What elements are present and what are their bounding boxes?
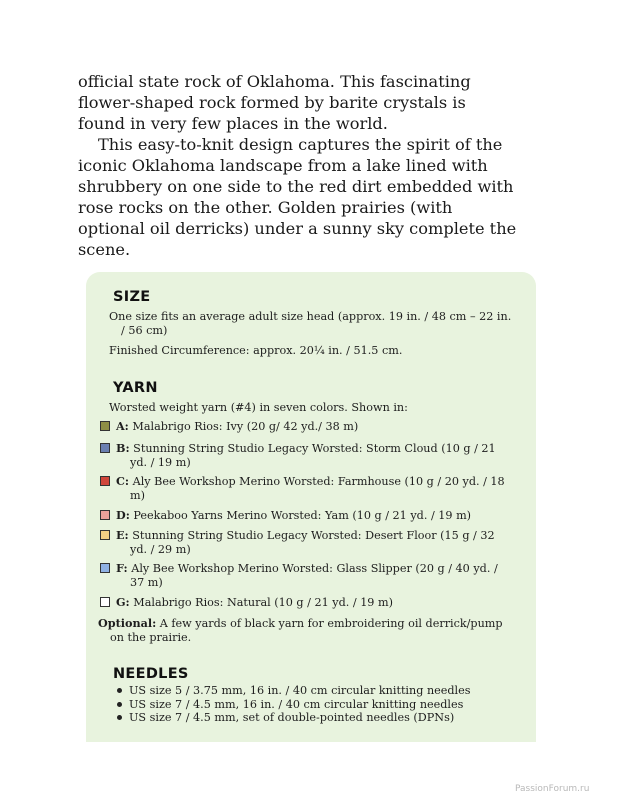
yarn-item-a (116, 419, 521, 434)
list-item: US size 5 / 3.75 mm, 16 in. / 40 cm circular knitting needles (115, 684, 471, 698)
yarn-desc: Stunning String Studio Legacy Worsted: Desert Floor (15 g / 32 (132, 529, 495, 542)
yarn-swatch-d (100, 510, 110, 520)
size-circumference: Finished Circumference: approx. 20¼ in. / 51.5 cm. (109, 344, 403, 357)
size-fit-line-1: One size fits an average adult size head (approx. 19 in. / 48 cm – 22 in. (109, 310, 512, 323)
yarn-item-d (116, 508, 521, 523)
yarn-key: G: (116, 595, 130, 609)
yarn-key: D: (116, 508, 130, 522)
yarn-desc-cont: yd. / 19 m) (130, 456, 191, 469)
intro-line: shrubbery on one side to the red dirt embedded with (78, 177, 514, 196)
yarn-item-b (116, 441, 521, 470)
yarn-item-c (116, 474, 521, 503)
yarn-desc-cont: 37 m) (130, 576, 163, 589)
yarn-key: E: (116, 528, 129, 542)
yarn-key: A: (116, 419, 129, 433)
list-item: US size 7 / 4.5 mm, 16 in. / 40 cm circular knitting needles (115, 698, 471, 712)
yarn-intro: Worsted weight yarn (#4) in seven colors. Shown in: (109, 401, 408, 414)
yarn-optional (98, 616, 528, 645)
yarn-desc: Peekaboo Yarns Merino Worsted: Yam (10 g / 21 yd. / 19 m) (133, 509, 472, 522)
yarn-swatch-a (100, 421, 110, 431)
intro-paragraph-2 (78, 134, 548, 260)
yarn-swatch-b (100, 443, 110, 453)
needles-heading: NEEDLES (113, 666, 189, 682)
yarn-key: B: (116, 441, 130, 455)
intro-paragraph-1 (78, 71, 548, 134)
intro-line: found in very few places in the world. (78, 114, 388, 133)
yarn-item-e (116, 528, 521, 557)
watermark: PassionForum.ru (515, 784, 590, 794)
needles-list (115, 684, 471, 725)
intro-line: optional oil derricks) under a sunny sky complete the (78, 219, 517, 238)
yarn-desc-cont: m) (130, 489, 145, 502)
yarn-desc: Malabrigo Rios: Ivy (20 g/ 42 yd./ 38 m) (132, 420, 359, 433)
yarn-swatch-g (100, 597, 110, 607)
intro-line: scene. (78, 240, 131, 259)
yarn-swatch-c (100, 476, 110, 486)
yarn-desc: Aly Bee Workshop Merino Worsted: Farmhouse (10 g / 20 yd. / 18 (132, 475, 505, 488)
optional-label: Optional: (98, 616, 157, 630)
yarn-desc-cont: yd. / 29 m) (130, 543, 191, 556)
yarn-swatch-f (100, 563, 110, 573)
intro-line: flower-shaped rock formed by barite crystals is (78, 93, 466, 112)
optional-desc: A few yards of black yarn for embroidering oil derrick/pump (159, 617, 503, 630)
intro-text (78, 71, 548, 260)
yarn-swatch-e (100, 530, 110, 540)
intro-line: rose rocks on the other. Golden prairies (with (78, 198, 453, 217)
yarn-item-g (116, 595, 521, 610)
yarn-heading: YARN (113, 380, 158, 396)
optional-desc-cont: on the prairie. (110, 631, 192, 644)
yarn-key: C: (116, 474, 130, 488)
size-fit-line-2: / 56 cm) (121, 324, 168, 337)
intro-line: iconic Oklahoma landscape from a lake lined with (78, 156, 488, 175)
yarn-desc: Aly Bee Workshop Merino Worsted: Glass Slipper (20 g / 40 yd. / (131, 562, 498, 575)
size-heading: SIZE (113, 289, 151, 305)
list-item: US size 7 / 4.5 mm, set of double-pointed needles (DPNs) (115, 711, 471, 725)
intro-line: This easy-to-knit design captures the spirit of the (98, 135, 503, 154)
yarn-item-f (116, 561, 521, 590)
intro-line: official state rock of Oklahoma. This fascinating (78, 72, 471, 91)
yarn-desc: Stunning String Studio Legacy Worsted: Storm Cloud (10 g / 21 (133, 442, 496, 455)
yarn-desc: Malabrigo Rios: Natural (10 g / 21 yd. / 19 m) (133, 596, 393, 609)
yarn-key: F: (116, 561, 128, 575)
